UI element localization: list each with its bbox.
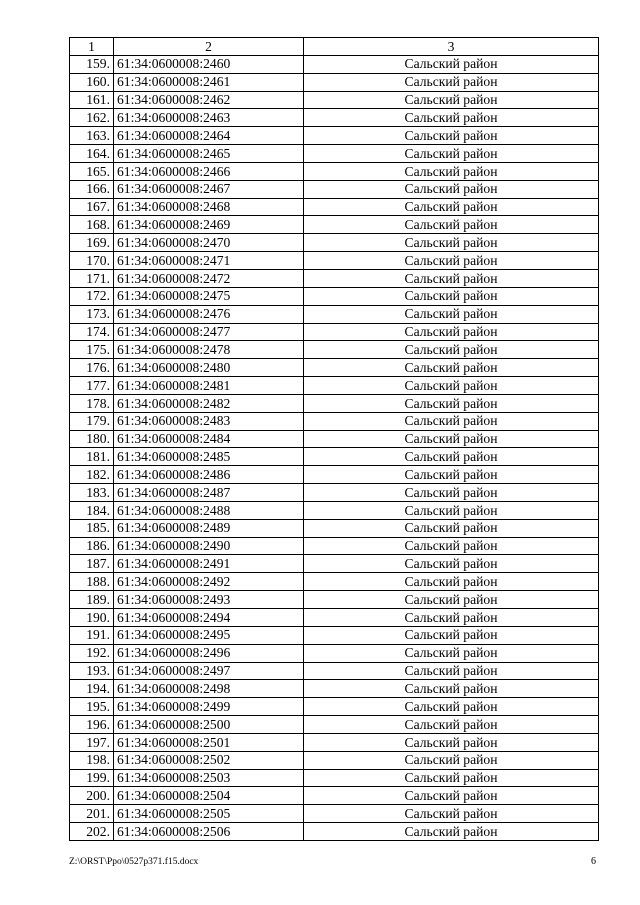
row-number-cell: 159. [70,55,114,73]
row-number-cell: 191. [70,626,114,644]
row-number-cell: 192. [70,644,114,662]
table-row [70,269,599,287]
cadastral-number-cell: 61:34:0600008:2465 [114,145,304,163]
cadastral-number-cell: 61:34:0600008:2476 [114,305,304,323]
district-cell: Сальский район [304,180,599,198]
cadastral-number-cell: 61:34:0600008:2471 [114,252,304,270]
table-row [70,591,599,609]
cadastral-number-cell: 61:34:0600008:2495 [114,626,304,644]
table-header-row [70,38,599,56]
cadastral-number-cell: 61:34:0600008:2460 [114,55,304,73]
row-number-cell: 166. [70,180,114,198]
table-row [70,680,599,698]
cadastral-number-cell: 61:34:0600008:2468 [114,198,304,216]
cadastral-number-cell: 61:34:0600008:2505 [114,805,304,823]
district-cell: Сальский район [304,55,599,73]
table-row [70,180,599,198]
footer-page-number: 6 [591,856,596,867]
row-number-cell: 198. [70,751,114,769]
table-row [70,787,599,805]
cadastral-number-cell: 61:34:0600008:2502 [114,751,304,769]
district-cell: Сальский район [304,145,599,163]
row-number-cell: 197. [70,733,114,751]
cadastral-number-cell: 61:34:0600008:2475 [114,287,304,305]
cadastral-number-cell: 61:34:0600008:2464 [114,127,304,145]
table-row [70,644,599,662]
cadastral-number-cell: 61:34:0600008:2483 [114,412,304,430]
table-row [70,55,599,73]
cadastral-number-cell: 61:34:0600008:2493 [114,591,304,609]
district-cell: Сальский район [304,626,599,644]
row-number-cell: 172. [70,287,114,305]
column-header-cadastral-number: 2 [114,38,304,56]
district-cell: Сальский район [304,591,599,609]
table-row [70,733,599,751]
column-header-district: 3 [304,38,599,56]
district-cell: Сальский район [304,234,599,252]
cadastral-number-cell: 61:34:0600008:2494 [114,609,304,627]
cadastral-number-cell: 61:34:0600008:2500 [114,716,304,734]
row-number-cell: 162. [70,109,114,127]
table-row [70,109,599,127]
row-number-cell: 183. [70,484,114,502]
cadastral-number-cell: 61:34:0600008:2462 [114,91,304,109]
table-row [70,305,599,323]
table-row [70,823,599,841]
row-number-cell: 169. [70,234,114,252]
district-cell: Сальский район [304,430,599,448]
cadastral-number-cell: 61:34:0600008:2488 [114,501,304,519]
district-cell: Сальский район [304,109,599,127]
table-row [70,412,599,430]
cadastral-number-cell: 61:34:0600008:2467 [114,180,304,198]
table-row [70,377,599,395]
table-row [70,537,599,555]
table-row [70,234,599,252]
district-cell: Сальский район [304,609,599,627]
table-row [70,430,599,448]
row-number-cell: 181. [70,448,114,466]
row-number-cell: 160. [70,73,114,91]
cadastral-number-cell: 61:34:0600008:2485 [114,448,304,466]
cadastral-number-cell: 61:34:0600008:2499 [114,698,304,716]
table-row [70,484,599,502]
cadastral-number-cell: 61:34:0600008:2486 [114,466,304,484]
district-cell: Сальский район [304,537,599,555]
row-number-cell: 200. [70,787,114,805]
cadastral-number-cell: 61:34:0600008:2482 [114,394,304,412]
cadastral-number-cell: 61:34:0600008:2480 [114,359,304,377]
row-number-cell: 182. [70,466,114,484]
district-cell: Сальский район [304,287,599,305]
table-row [70,448,599,466]
table-row [70,466,599,484]
district-cell: Сальский район [304,323,599,341]
row-number-cell: 190. [70,609,114,627]
district-cell: Сальский район [304,805,599,823]
cadastral-number-cell: 61:34:0600008:2481 [114,377,304,395]
table-row [70,716,599,734]
district-cell: Сальский район [304,787,599,805]
row-number-cell: 165. [70,162,114,180]
column-header-number: 1 [70,38,114,56]
row-number-cell: 184. [70,501,114,519]
district-cell: Сальский район [304,359,599,377]
table-row [70,609,599,627]
table-row [70,323,599,341]
table-row [70,769,599,787]
district-cell: Сальский район [304,448,599,466]
district-cell: Сальский район [304,162,599,180]
table-row [70,519,599,537]
cadastral-number-cell: 61:34:0600008:2501 [114,733,304,751]
table-row [70,394,599,412]
row-number-cell: 193. [70,662,114,680]
table-row [70,751,599,769]
cadastral-number-cell: 61:34:0600008:2498 [114,680,304,698]
row-number-cell: 199. [70,769,114,787]
table-row [70,91,599,109]
table-row [70,252,599,270]
cadastral-number-cell: 61:34:0600008:2472 [114,269,304,287]
row-number-cell: 196. [70,716,114,734]
district-cell: Сальский район [304,412,599,430]
district-cell: Сальский район [304,377,599,395]
row-number-cell: 168. [70,216,114,234]
district-cell: Сальский район [304,501,599,519]
district-cell: Сальский район [304,519,599,537]
cadastral-number-cell: 61:34:0600008:2469 [114,216,304,234]
cadastral-number-cell: 61:34:0600008:2496 [114,644,304,662]
district-cell: Сальский район [304,662,599,680]
district-cell: Сальский район [304,769,599,787]
row-number-cell: 164. [70,145,114,163]
land-plot-table [69,37,599,841]
table-row [70,573,599,591]
row-number-cell: 188. [70,573,114,591]
table-row [70,216,599,234]
district-cell: Сальский район [304,680,599,698]
cadastral-number-cell: 61:34:0600008:2504 [114,787,304,805]
district-cell: Сальский район [304,198,599,216]
district-cell: Сальский район [304,573,599,591]
row-number-cell: 194. [70,680,114,698]
row-number-cell: 201. [70,805,114,823]
row-number-cell: 167. [70,198,114,216]
district-cell: Сальский район [304,698,599,716]
table-row [70,805,599,823]
row-number-cell: 202. [70,823,114,841]
row-number-cell: 173. [70,305,114,323]
district-cell: Сальский район [304,305,599,323]
row-number-cell: 187. [70,555,114,573]
table-row [70,698,599,716]
table-row [70,555,599,573]
cadastral-number-cell: 61:34:0600008:2484 [114,430,304,448]
row-number-cell: 163. [70,127,114,145]
row-number-cell: 185. [70,519,114,537]
cadastral-number-cell: 61:34:0600008:2506 [114,823,304,841]
cadastral-number-cell: 61:34:0600008:2489 [114,519,304,537]
cadastral-number-cell: 61:34:0600008:2492 [114,573,304,591]
row-number-cell: 178. [70,394,114,412]
district-cell: Сальский район [304,91,599,109]
cadastral-number-cell: 61:34:0600008:2497 [114,662,304,680]
table-row [70,359,599,377]
row-number-cell: 177. [70,377,114,395]
table-row [70,198,599,216]
cadastral-number-cell: 61:34:0600008:2461 [114,73,304,91]
table-row [70,287,599,305]
district-cell: Сальский район [304,466,599,484]
table-row [70,145,599,163]
table-row [70,662,599,680]
cadastral-number-cell: 61:34:0600008:2477 [114,323,304,341]
cadastral-number-cell: 61:34:0600008:2478 [114,341,304,359]
district-cell: Сальский район [304,733,599,751]
district-cell: Сальский район [304,555,599,573]
cadastral-number-cell: 61:34:0600008:2466 [114,162,304,180]
district-cell: Сальский район [304,216,599,234]
row-number-cell: 176. [70,359,114,377]
row-number-cell: 171. [70,269,114,287]
footer-file-path: Z:\ORST\Ppo\0527p371.f15.docx [69,857,199,867]
district-cell: Сальский район [304,252,599,270]
row-number-cell: 189. [70,591,114,609]
row-number-cell: 175. [70,341,114,359]
row-number-cell: 180. [70,430,114,448]
district-cell: Сальский район [304,394,599,412]
table-row [70,73,599,91]
table-row [70,626,599,644]
district-cell: Сальский район [304,341,599,359]
row-number-cell: 161. [70,91,114,109]
district-cell: Сальский район [304,269,599,287]
cadastral-number-cell: 61:34:0600008:2503 [114,769,304,787]
row-number-cell: 195. [70,698,114,716]
table-row [70,127,599,145]
cadastral-number-cell: 61:34:0600008:2491 [114,555,304,573]
cadastral-number-cell: 61:34:0600008:2487 [114,484,304,502]
row-number-cell: 179. [70,412,114,430]
district-cell: Сальский район [304,644,599,662]
table-row [70,501,599,519]
row-number-cell: 186. [70,537,114,555]
cadastral-number-cell: 61:34:0600008:2463 [114,109,304,127]
table-row [70,162,599,180]
cadastral-number-cell: 61:34:0600008:2470 [114,234,304,252]
cadastral-number-cell: 61:34:0600008:2490 [114,537,304,555]
district-cell: Сальский район [304,127,599,145]
table-body [70,55,599,840]
district-cell: Сальский район [304,716,599,734]
row-number-cell: 170. [70,252,114,270]
district-cell: Сальский район [304,73,599,91]
district-cell: Сальский район [304,484,599,502]
district-cell: Сальский район [304,751,599,769]
table-row [70,341,599,359]
row-number-cell: 174. [70,323,114,341]
district-cell: Сальский район [304,823,599,841]
